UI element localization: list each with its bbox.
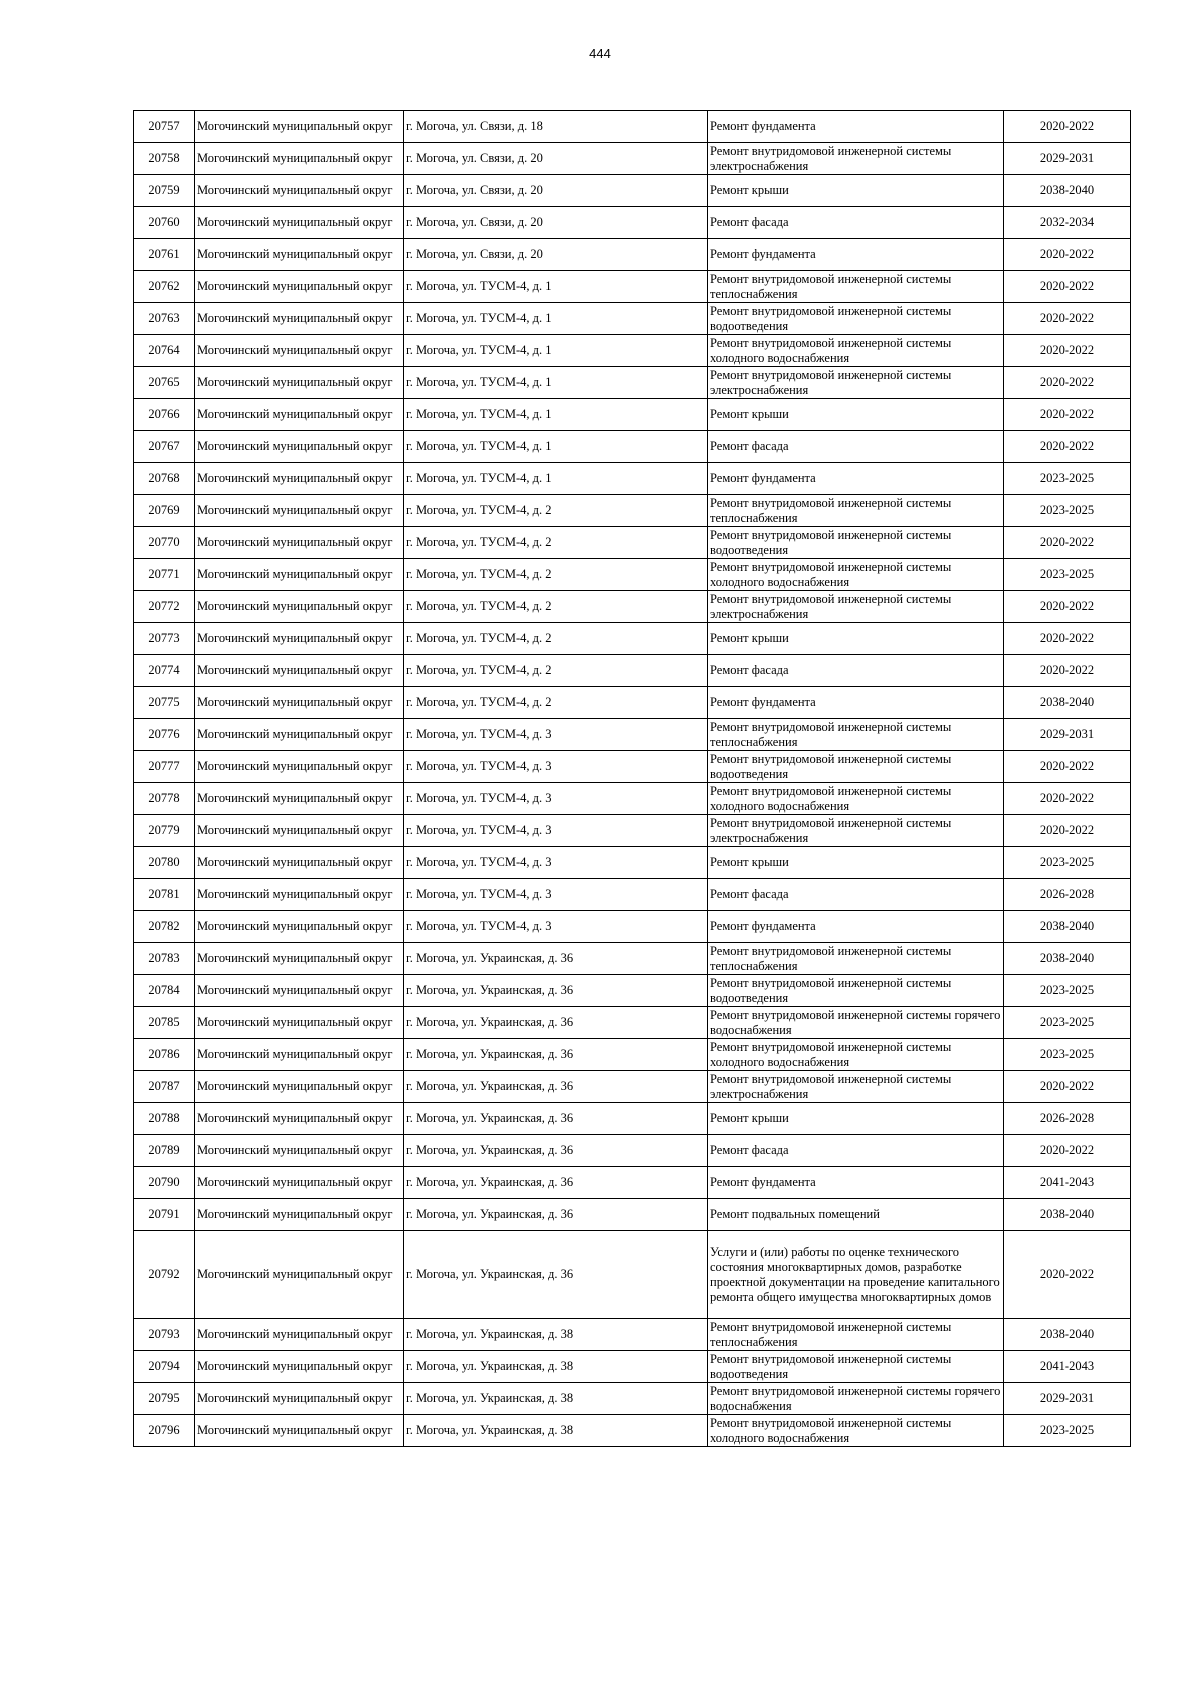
address-cell: г. Могоча, ул. Украинская, д. 38 (404, 1415, 708, 1447)
table-row (134, 975, 1131, 1007)
municipality-cell: Могочинский муниципальный округ (195, 1383, 404, 1415)
address-cell: г. Могоча, ул. Украинская, д. 36 (404, 1103, 708, 1135)
row-number: 20761 (134, 239, 195, 271)
work-type-cell: Ремонт внутридомовой инженерной системы электроснабжения (708, 143, 1004, 175)
row-number: 20787 (134, 1071, 195, 1103)
address-cell: г. Могоча, ул. ТУСМ-4, д. 3 (404, 911, 708, 943)
municipality-cell: Могочинский муниципальный округ (195, 527, 404, 559)
work-type-cell: Услуги и (или) работы по оценке технического состояния многоквартирных домов, разработке проектной документации на проведение капитального ремонта общего имущества многоквартирных домов (708, 1231, 1004, 1319)
period-cell: 2029-2031 (1004, 1383, 1131, 1415)
row-number: 20759 (134, 175, 195, 207)
table-row (134, 399, 1131, 431)
period-cell: 2026-2028 (1004, 1103, 1131, 1135)
address-cell: г. Могоча, ул. ТУСМ-4, д. 1 (404, 271, 708, 303)
work-type-cell: Ремонт внутридомовой инженерной системы холодного водоснабжения (708, 559, 1004, 591)
address-cell: г. Могоча, ул. Украинская, д. 36 (404, 975, 708, 1007)
municipality-cell: Могочинский муниципальный округ (195, 879, 404, 911)
municipality-cell: Могочинский муниципальный округ (195, 399, 404, 431)
work-type-cell: Ремонт фундамента (708, 1167, 1004, 1199)
period-cell: 2020-2022 (1004, 111, 1131, 143)
row-number: 20780 (134, 847, 195, 879)
address-cell: г. Могоча, ул. Украинская, д. 36 (404, 1039, 708, 1071)
address-cell: г. Могоча, ул. ТУСМ-4, д. 3 (404, 847, 708, 879)
period-cell: 2038-2040 (1004, 943, 1131, 975)
municipality-cell: Могочинский муниципальный округ (195, 815, 404, 847)
address-cell: г. Могоча, ул. ТУСМ-4, д. 3 (404, 815, 708, 847)
row-number: 20760 (134, 207, 195, 239)
municipality-cell: Могочинский муниципальный округ (195, 335, 404, 367)
address-cell: г. Могоча, ул. Украинская, д. 36 (404, 943, 708, 975)
row-number: 20783 (134, 943, 195, 975)
row-number: 20789 (134, 1135, 195, 1167)
table-row (134, 463, 1131, 495)
municipality-cell: Могочинский муниципальный округ (195, 943, 404, 975)
period-cell: 2023-2025 (1004, 559, 1131, 591)
work-type-cell: Ремонт внутридомовой инженерной системы холодного водоснабжения (708, 1039, 1004, 1071)
row-number: 20766 (134, 399, 195, 431)
address-cell: г. Могоча, ул. ТУСМ-4, д. 2 (404, 687, 708, 719)
table-row (134, 559, 1131, 591)
period-cell: 2020-2022 (1004, 783, 1131, 815)
municipality-cell: Могочинский муниципальный округ (195, 495, 404, 527)
period-cell: 2038-2040 (1004, 687, 1131, 719)
address-cell: г. Могоча, ул. Связи, д. 20 (404, 207, 708, 239)
period-cell: 2020-2022 (1004, 1231, 1131, 1319)
row-number: 20781 (134, 879, 195, 911)
work-type-cell: Ремонт внутридомовой инженерной системы холодного водоснабжения (708, 335, 1004, 367)
municipality-cell: Могочинский муниципальный округ (195, 239, 404, 271)
table-row (134, 367, 1131, 399)
address-cell: г. Могоча, ул. ТУСМ-4, д. 2 (404, 655, 708, 687)
table-row (134, 175, 1131, 207)
table-row (134, 591, 1131, 623)
row-number: 20769 (134, 495, 195, 527)
table-row (134, 655, 1131, 687)
address-cell: г. Могоча, ул. Связи, д. 20 (404, 239, 708, 271)
work-type-cell: Ремонт внутридомовой инженерной системы теплоснабжения (708, 1319, 1004, 1351)
work-type-cell: Ремонт внутридомовой инженерной системы теплоснабжения (708, 719, 1004, 751)
period-cell: 2023-2025 (1004, 847, 1131, 879)
work-type-cell: Ремонт фасада (708, 1135, 1004, 1167)
address-cell: г. Могоча, ул. ТУСМ-4, д. 1 (404, 399, 708, 431)
period-cell: 2041-2043 (1004, 1351, 1131, 1383)
period-cell: 2020-2022 (1004, 623, 1131, 655)
municipality-cell: Могочинский муниципальный округ (195, 1167, 404, 1199)
address-cell: г. Могоча, ул. ТУСМ-4, д. 3 (404, 783, 708, 815)
period-cell: 2020-2022 (1004, 751, 1131, 783)
table-row (134, 751, 1131, 783)
municipality-cell: Могочинский муниципальный округ (195, 207, 404, 239)
municipality-cell: Могочинский муниципальный округ (195, 1351, 404, 1383)
address-cell: г. Могоча, ул. Украинская, д. 36 (404, 1071, 708, 1103)
work-type-cell: Ремонт фундамента (708, 239, 1004, 271)
municipality-cell: Могочинский муниципальный округ (195, 111, 404, 143)
work-type-cell: Ремонт подвальных помещений (708, 1199, 1004, 1231)
work-type-cell: Ремонт крыши (708, 399, 1004, 431)
table-row (134, 335, 1131, 367)
work-type-cell: Ремонт внутридомовой инженерной системы холодного водоснабжения (708, 783, 1004, 815)
address-cell: г. Могоча, ул. Украинская, д. 36 (404, 1231, 708, 1319)
row-number: 20779 (134, 815, 195, 847)
period-cell: 2023-2025 (1004, 1007, 1131, 1039)
period-cell: 2038-2040 (1004, 1319, 1131, 1351)
table-row (134, 1351, 1131, 1383)
municipality-cell: Могочинский муниципальный округ (195, 751, 404, 783)
row-number: 20791 (134, 1199, 195, 1231)
address-cell: г. Могоча, ул. Связи, д. 20 (404, 175, 708, 207)
row-number: 20758 (134, 143, 195, 175)
period-cell: 2020-2022 (1004, 271, 1131, 303)
address-cell: г. Могоча, ул. ТУСМ-4, д. 2 (404, 591, 708, 623)
period-cell: 2032-2034 (1004, 207, 1131, 239)
row-number: 20777 (134, 751, 195, 783)
period-cell: 2020-2022 (1004, 527, 1131, 559)
work-type-cell: Ремонт фасада (708, 879, 1004, 911)
period-cell: 2023-2025 (1004, 495, 1131, 527)
table-row (134, 1071, 1131, 1103)
municipality-cell: Могочинский муниципальный округ (195, 271, 404, 303)
address-cell: г. Могоча, ул. Украинская, д. 38 (404, 1351, 708, 1383)
row-number: 20764 (134, 335, 195, 367)
address-cell: г. Могоча, ул. ТУСМ-4, д. 2 (404, 527, 708, 559)
table-row (134, 815, 1131, 847)
work-type-cell: Ремонт внутридомовой инженерной системы электроснабжения (708, 591, 1004, 623)
row-number: 20767 (134, 431, 195, 463)
period-cell: 2038-2040 (1004, 911, 1131, 943)
work-type-cell: Ремонт фундамента (708, 911, 1004, 943)
row-number: 20757 (134, 111, 195, 143)
address-cell: г. Могоча, ул. Связи, д. 18 (404, 111, 708, 143)
municipality-cell: Могочинский муниципальный округ (195, 911, 404, 943)
municipality-cell: Могочинский муниципальный округ (195, 431, 404, 463)
row-number: 20795 (134, 1383, 195, 1415)
work-type-cell: Ремонт фундамента (708, 463, 1004, 495)
address-cell: г. Могоча, ул. ТУСМ-4, д. 1 (404, 431, 708, 463)
row-number: 20792 (134, 1231, 195, 1319)
table-row (134, 527, 1131, 559)
table-row (134, 783, 1131, 815)
table-row (134, 303, 1131, 335)
work-type-cell: Ремонт фасада (708, 655, 1004, 687)
row-number: 20775 (134, 687, 195, 719)
work-type-cell: Ремонт внутридомовой инженерной системы горячего водоснабжения (708, 1007, 1004, 1039)
address-cell: г. Могоча, ул. ТУСМ-4, д. 3 (404, 751, 708, 783)
address-cell: г. Могоча, ул. Украинская, д. 36 (404, 1135, 708, 1167)
address-cell: г. Могоча, ул. ТУСМ-4, д. 1 (404, 335, 708, 367)
period-cell: 2038-2040 (1004, 1199, 1131, 1231)
municipality-cell: Могочинский муниципальный округ (195, 1231, 404, 1319)
table-row (134, 111, 1131, 143)
municipality-cell: Могочинский муниципальный округ (195, 1039, 404, 1071)
table-row (134, 1415, 1131, 1447)
table-row (134, 943, 1131, 975)
table-row (134, 239, 1131, 271)
table-row (134, 1007, 1131, 1039)
period-cell: 2020-2022 (1004, 815, 1131, 847)
municipality-cell: Могочинский муниципальный округ (195, 559, 404, 591)
row-number: 20765 (134, 367, 195, 399)
municipality-cell: Могочинский муниципальный округ (195, 719, 404, 751)
table-row (134, 271, 1131, 303)
municipality-cell: Могочинский муниципальный округ (195, 1103, 404, 1135)
work-type-cell: Ремонт крыши (708, 1103, 1004, 1135)
municipality-cell: Могочинский муниципальный округ (195, 367, 404, 399)
municipality-cell: Могочинский муниципальный округ (195, 783, 404, 815)
address-cell: г. Могоча, ул. ТУСМ-4, д. 2 (404, 623, 708, 655)
row-number: 20788 (134, 1103, 195, 1135)
work-type-cell: Ремонт крыши (708, 623, 1004, 655)
table-row (134, 847, 1131, 879)
row-number: 20785 (134, 1007, 195, 1039)
work-type-cell: Ремонт внутридомовой инженерной системы теплоснабжения (708, 271, 1004, 303)
row-number: 20782 (134, 911, 195, 943)
row-number: 20773 (134, 623, 195, 655)
municipality-cell: Могочинский муниципальный округ (195, 1007, 404, 1039)
table-row (134, 495, 1131, 527)
row-number: 20771 (134, 559, 195, 591)
address-cell: г. Могоча, ул. Украинская, д. 38 (404, 1319, 708, 1351)
row-number: 20772 (134, 591, 195, 623)
row-number: 20794 (134, 1351, 195, 1383)
work-type-cell: Ремонт внутридомовой инженерной системы горячего водоснабжения (708, 1383, 1004, 1415)
work-type-cell: Ремонт крыши (708, 847, 1004, 879)
repair-schedule-table (133, 110, 1131, 1447)
address-cell: г. Могоча, ул. Украинская, д. 36 (404, 1167, 708, 1199)
table-row (134, 1103, 1131, 1135)
row-number: 20793 (134, 1319, 195, 1351)
row-number: 20796 (134, 1415, 195, 1447)
period-cell: 2041-2043 (1004, 1167, 1131, 1199)
period-cell: 2038-2040 (1004, 175, 1131, 207)
row-number: 20790 (134, 1167, 195, 1199)
address-cell: г. Могоча, ул. Связи, д. 20 (404, 143, 708, 175)
work-type-cell: Ремонт внутридомовой инженерной системы холодного водоснабжения (708, 1415, 1004, 1447)
row-number: 20776 (134, 719, 195, 751)
work-type-cell: Ремонт фундамента (708, 687, 1004, 719)
table-row (134, 1135, 1131, 1167)
period-cell: 2026-2028 (1004, 879, 1131, 911)
table-row (134, 431, 1131, 463)
address-cell: г. Могоча, ул. Украинская, д. 36 (404, 1007, 708, 1039)
row-number: 20784 (134, 975, 195, 1007)
address-cell: г. Могоча, ул. Украинская, д. 36 (404, 1199, 708, 1231)
table-row (134, 1167, 1131, 1199)
period-cell: 2020-2022 (1004, 1135, 1131, 1167)
work-type-cell: Ремонт фасада (708, 431, 1004, 463)
table-row (134, 623, 1131, 655)
work-type-cell: Ремонт внутридомовой инженерной системы электроснабжения (708, 1071, 1004, 1103)
work-type-cell: Ремонт крыши (708, 175, 1004, 207)
work-type-cell: Ремонт внутридомовой инженерной системы водоотведения (708, 1351, 1004, 1383)
row-number: 20768 (134, 463, 195, 495)
work-type-cell: Ремонт фундамента (708, 111, 1004, 143)
work-type-cell: Ремонт внутридомовой инженерной системы теплоснабжения (708, 943, 1004, 975)
municipality-cell: Могочинский муниципальный округ (195, 975, 404, 1007)
period-cell: 2020-2022 (1004, 367, 1131, 399)
period-cell: 2020-2022 (1004, 303, 1131, 335)
table-row (134, 1199, 1131, 1231)
row-number: 20770 (134, 527, 195, 559)
work-type-cell: Ремонт внутридомовой инженерной системы водоотведения (708, 303, 1004, 335)
address-cell: г. Могоча, ул. ТУСМ-4, д. 2 (404, 559, 708, 591)
municipality-cell: Могочинский муниципальный округ (195, 1415, 404, 1447)
address-cell: г. Могоча, ул. ТУСМ-4, д. 1 (404, 303, 708, 335)
period-cell: 2023-2025 (1004, 1039, 1131, 1071)
table-row (134, 207, 1131, 239)
municipality-cell: Могочинский муниципальный округ (195, 591, 404, 623)
period-cell: 2029-2031 (1004, 719, 1131, 751)
municipality-cell: Могочинский муниципальный округ (195, 463, 404, 495)
municipality-cell: Могочинский муниципальный округ (195, 655, 404, 687)
municipality-cell: Могочинский муниципальный округ (195, 1319, 404, 1351)
period-cell: 2020-2022 (1004, 335, 1131, 367)
period-cell: 2023-2025 (1004, 1415, 1131, 1447)
municipality-cell: Могочинский муниципальный округ (195, 303, 404, 335)
municipality-cell: Могочинский муниципальный округ (195, 143, 404, 175)
row-number: 20786 (134, 1039, 195, 1071)
table-row (134, 1231, 1131, 1319)
period-cell: 2029-2031 (1004, 143, 1131, 175)
address-cell: г. Могоча, ул. ТУСМ-4, д. 3 (404, 879, 708, 911)
address-cell: г. Могоча, ул. ТУСМ-4, д. 1 (404, 367, 708, 399)
page-number: 444 (589, 46, 611, 61)
table-row (134, 1039, 1131, 1071)
work-type-cell: Ремонт внутридомовой инженерной системы водоотведения (708, 527, 1004, 559)
table-row (134, 911, 1131, 943)
municipality-cell: Могочинский муниципальный округ (195, 687, 404, 719)
row-number: 20762 (134, 271, 195, 303)
municipality-cell: Могочинский муниципальный округ (195, 1135, 404, 1167)
work-type-cell: Ремонт внутридомовой инженерной системы электроснабжения (708, 815, 1004, 847)
period-cell: 2020-2022 (1004, 431, 1131, 463)
table-row (134, 719, 1131, 751)
period-cell: 2020-2022 (1004, 591, 1131, 623)
table-row (134, 879, 1131, 911)
row-number: 20763 (134, 303, 195, 335)
period-cell: 2020-2022 (1004, 399, 1131, 431)
address-cell: г. Могоча, ул. ТУСМ-4, д. 2 (404, 495, 708, 527)
table-row (134, 1383, 1131, 1415)
municipality-cell: Могочинский муниципальный округ (195, 623, 404, 655)
work-type-cell: Ремонт внутридомовой инженерной системы водоотведения (708, 975, 1004, 1007)
period-cell: 2020-2022 (1004, 239, 1131, 271)
address-cell: г. Могоча, ул. ТУСМ-4, д. 1 (404, 463, 708, 495)
municipality-cell: Могочинский муниципальный округ (195, 175, 404, 207)
work-type-cell: Ремонт внутридомовой инженерной системы электроснабжения (708, 367, 1004, 399)
municipality-cell: Могочинский муниципальный округ (195, 847, 404, 879)
work-type-cell: Ремонт фасада (708, 207, 1004, 239)
table-row (134, 1319, 1131, 1351)
period-cell: 2020-2022 (1004, 655, 1131, 687)
table-row (134, 143, 1131, 175)
table-row (134, 687, 1131, 719)
address-cell: г. Могоча, ул. ТУСМ-4, д. 3 (404, 719, 708, 751)
work-type-cell: Ремонт внутридомовой инженерной системы теплоснабжения (708, 495, 1004, 527)
period-cell: 2020-2022 (1004, 1071, 1131, 1103)
period-cell: 2023-2025 (1004, 463, 1131, 495)
row-number: 20778 (134, 783, 195, 815)
address-cell: г. Могоча, ул. Украинская, д. 38 (404, 1383, 708, 1415)
municipality-cell: Могочинский муниципальный округ (195, 1199, 404, 1231)
work-type-cell: Ремонт внутридомовой инженерной системы водоотведения (708, 751, 1004, 783)
table-body (134, 111, 1131, 1447)
period-cell: 2023-2025 (1004, 975, 1131, 1007)
row-number: 20774 (134, 655, 195, 687)
municipality-cell: Могочинский муниципальный округ (195, 1071, 404, 1103)
